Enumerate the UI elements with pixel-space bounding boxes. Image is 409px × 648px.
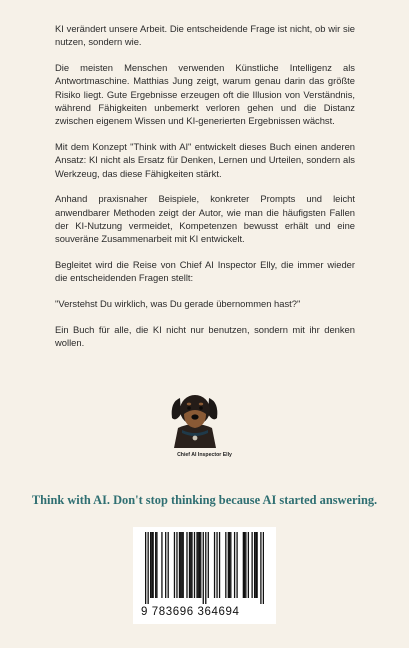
barcode-bar [181,532,182,598]
barcode-bar [216,532,217,598]
blurb-paragraph-2: Die meisten Menschen verwenden Künstliche Intelligenz als Antwortmaschine. Matthias Jung zeigt, warum genau darin das größte Risiko liegt. Gute Ergebnisse erzeugen oft die Illusion von Verständnis, während Fähigkeiten unbemerkt verloren gehen und die Distanz zwischen eigenem Wissen und KI-generierten Ergebnissen wächst. [55,62,355,127]
barcode-bar [208,532,209,598]
isbn-barcode [133,527,276,624]
barcode-bar [263,532,264,604]
back-cover-blurb [55,22,355,362]
mascot-caption: Chief AI Inspector Elly [177,452,232,458]
barcode-bar [189,532,190,598]
barcode-bar [153,532,154,598]
barcode-bar [161,532,162,598]
barcode-bar [236,532,237,598]
barcode-bar [151,532,152,598]
barcode-bar [251,532,252,598]
barcode-bar [230,532,231,598]
barcode-bar [228,532,229,598]
barcode-bar [176,532,177,598]
barcode-bar [260,532,261,604]
blurb-paragraph-1: KI verändert unsere Arbeit. Die entscheidende Frage ist nicht, ob wir sie nutzen, sondern wie. [55,23,355,48]
barcode-bar [205,532,206,604]
blurb-quote: "Verstehst Du wirklich, was Du gerade übernommen hast?" [55,298,301,310]
barcode-bar [150,532,151,598]
tagline: Think with AI. Don't stop thinking because AI started answering. [31,493,378,507]
barcode-bar [234,532,235,598]
barcode-bar [256,532,257,598]
barcode-bar [229,532,230,598]
barcode-bar [180,532,181,598]
barcode-bar [148,532,149,604]
barcode-bar [214,532,215,598]
blurb-paragraph-7: Ein Buch für alle, die KI nicht nur benutzen, sondern mit ihr denken wollen. [55,324,355,349]
barcode-bar [194,532,195,598]
barcode-bar [183,532,184,598]
barcode-bar [254,532,255,598]
barcode-bar [219,532,220,598]
blurb-paragraph-4: Anhand praxisnaher Beispiele, konkreter Prompts und leicht anwendbarer Methoden zeigt der Autor, wie man die häufigsten Fallen der KI-Nutzung vermeidet, Kompetenzen bewusst erhält und eine souveräne Zusammenarbeit mit KI entwickelt. [55,193,355,245]
barcode-bar [243,532,244,598]
barcode-bar [155,532,156,598]
barcode-bar [225,532,226,598]
barcode-bar [186,532,187,598]
barcode-bar [203,532,204,604]
barcode-bar [196,532,197,598]
barcode-bar [179,532,180,598]
blurb-paragraph-3: Mit dem Konzept "Think with AI" entwickelt dieses Buch einen anderen Ansatz: KI nicht als Ersatz für Denken, Lernen und Urteilen, sondern als Werkzeug, das diese Fähigkeiten stärkt. [55,141,355,179]
blurb-paragraph-5: Begleitet wird die Reise von Chief AI Inspector Elly, die immer wieder die entscheidenden Fragen stellt: [55,259,355,284]
barcode-bar [168,532,169,598]
barcode-bar [244,532,245,598]
dog-mascot-illustration [168,388,222,448]
barcode-bar [191,532,192,598]
barcode-bar [200,532,201,598]
barcode-bar [190,532,191,598]
barcode-bar [156,532,157,598]
barcode-bars [145,532,264,604]
barcode-bar [255,532,256,598]
barcode-bar [174,532,175,598]
barcode-bar [199,532,200,598]
barcode-bar [165,532,166,598]
barcode-bar [145,532,146,604]
isbn-digits: 9 783696 364694 [141,606,240,618]
barcode-bar [198,532,199,598]
barcode-bar [248,532,249,598]
barcode-bar [245,532,246,598]
